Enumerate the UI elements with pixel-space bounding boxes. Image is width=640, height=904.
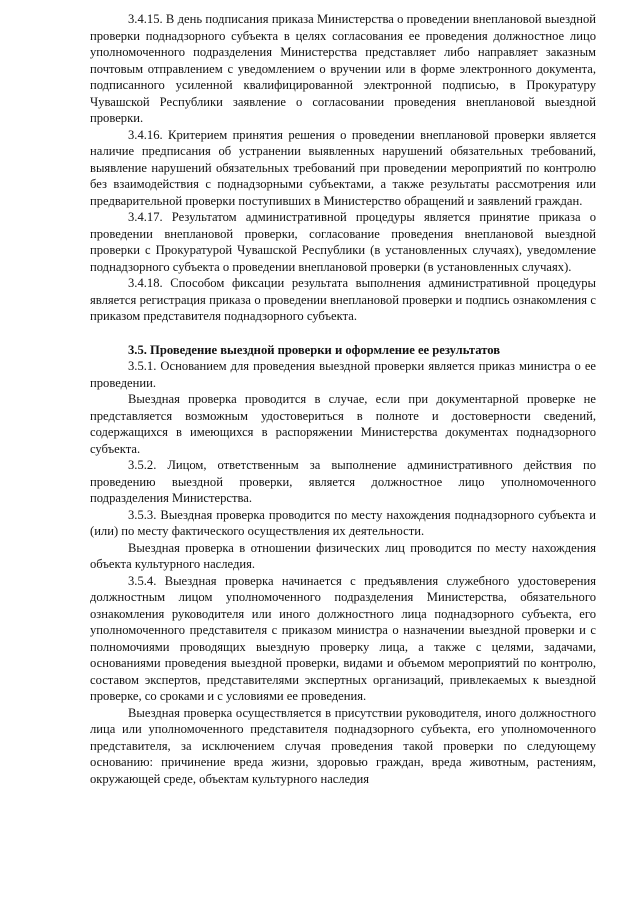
paragraph-3-4-16: 3.4.16. Критерием принятия решения о проведении внеплановой проверки является наличие предписания об устранении выявленных нарушений обязательных требований, выявление нарушений обязательных требований при проведении мероприятий по контролю без взаимодействия с поднадзорными субъектами, а также результаты рассмотрения или предварительной проверки поступивших в Министерство обращений и заявлений граждан. [90, 127, 596, 208]
paragraph-3-5-4: 3.5.4. Выездная проверка начинается с предъявления служебного удостоверения должностным лицом уполномоченного подразделения Министерства, обязательного ознакомления руководителя или иного должностного лица поднадзорного субъекта, его уполномоченного представителя с приказом министра о назначении выездной проверки и с полномочиями проводящих выездную проверку лица, а также с целями, задачами, основаниями проведения выездной проверки, видами и объемом мероприятий по контролю, составом экспертов, представителями экспертных организаций, привлекаемых к выездной проверке, со сроками и с условиями ее проведения. [90, 573, 596, 703]
paragraph-3-5-3: 3.5.3. Выездная проверка проводится по месту нахождения поднадзорного субъекта и (или) по месту фактического осуществления их деятельности. [90, 507, 596, 538]
paragraph-presence-of-representative: Выездная проверка осуществляется в присутствии руководителя, иного должностного лица или уполномоченного представителя поднадзорного субъекта, его уполномоченного представителя, за исключением случая проведения такой проверки по следующему основанию: причинение вреда жизни, здоровью граждан, вреда животным, растениям, окружающей среде, объектам культурного наследия [90, 705, 596, 786]
section-heading-3-5: 3.5. Проведение выездной проверки и оформление ее результатов [128, 342, 501, 357]
paragraph-field-check-conditions: Выездная проверка проводится в случае, если при документарной проверке не представляется возможным удостовериться в полноте и достоверности сведений, содержащихся в имеющихся в распоряжении Министерства документах поднадзорного субъекта. [90, 392, 596, 456]
paragraph-3-4-18: 3.4.18. Способом фиксации результата выполнения административной процедуры является регистрация приказа о проведении внеплановой проверки и подпись ознакомления с приказом представителя поднадзорного субъекта. [90, 276, 596, 323]
paragraph-3-5-1: 3.5.1. Основанием для проведения выездной проверки является приказ министра о ее проведении. [90, 359, 596, 390]
document-page [90, 11, 596, 787]
paragraph-physical-persons: Выездная проверка в отношении физических лиц проводится по месту нахождения объекта культурного наследия. [90, 540, 596, 571]
paragraph-3-5-2: 3.5.2. Лицом, ответственным за выполнение административного действия по проведению выездной проверки, является должностное лицо уполномоченного подразделения Министерства. [90, 458, 596, 505]
paragraph-3-4-15: 3.4.15. В день подписания приказа Министерства о проведении внеплановой выездной проверки поднадзорного субъекта в целях согласования ее проведения должностное лицо уполномоченного подразделения Министерства представляет либо направляет заказным почтовым отправлением с уведомлением о вручении или в форме электронного документа, подписанного усиленной квалифицированной электронной подписью, в Прокуратуру Чувашской Республики заявление о согласовании проведения внеплановой выездной проверки. [90, 12, 596, 125]
paragraph-3-4-17: 3.4.17. Результатом административной процедуры является принятие приказа о проведении внеплановой проверки, согласование проведения внеплановой выездной проверки с Прокуратурой Чувашской Республики (в установленных случаях), уведомление поднадзорного субъекта о проведении внеплановой проверки (в установленных случаях). [90, 210, 596, 274]
